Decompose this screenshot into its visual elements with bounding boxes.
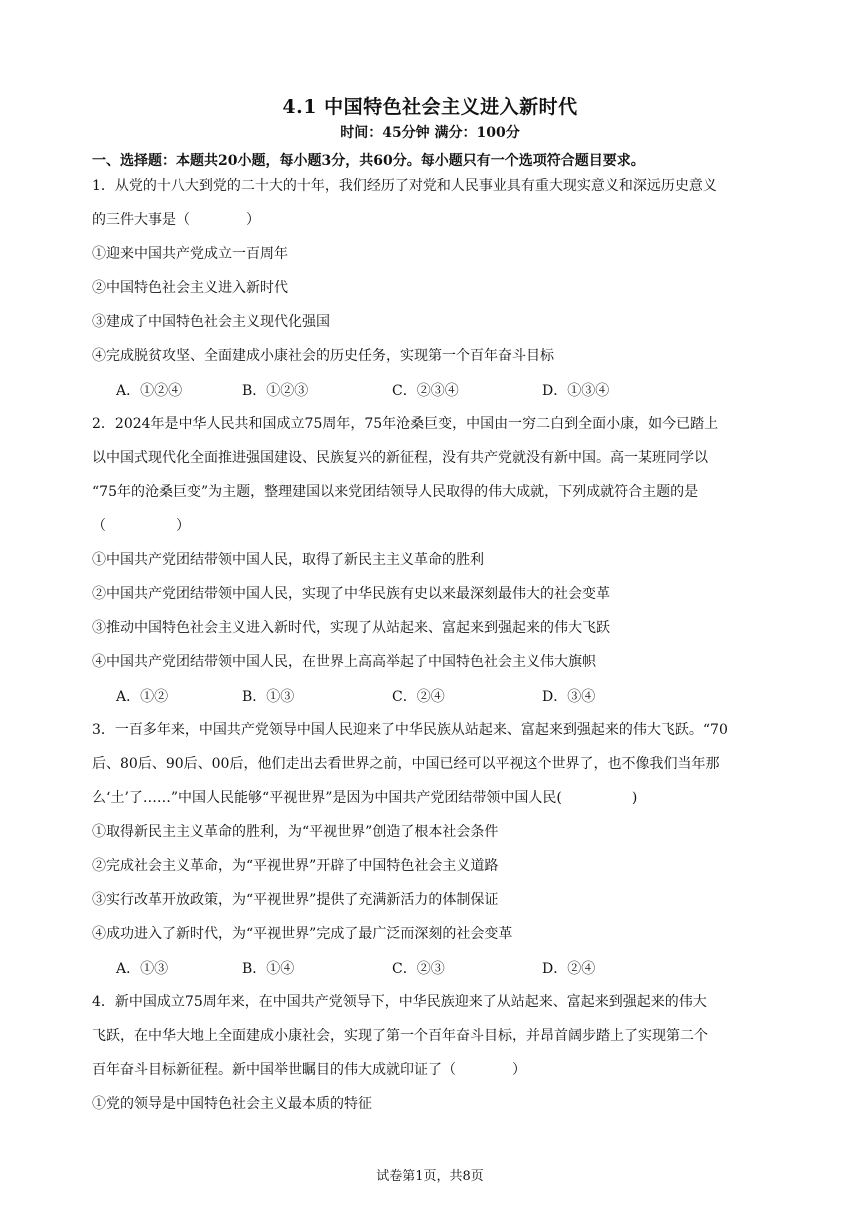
question-3-line: 么‘土’了……”中国人民能够“平视世界”是因为中国共产党团结带领中国人民( ) [92,790,638,806]
exam-time-score: 时间：45分钟 满分：100分 [340,125,520,141]
option-a: A．①② [116,689,169,705]
question-1-choice: ②中国特色社会主义进入新时代 [92,280,288,296]
question-1-options [116,380,716,400]
question-1-choice: ③建成了中国特色社会主义现代化强国 [92,314,330,330]
option-b: B．①②③ [242,383,309,399]
question-3-choice: ②完成社会主义革命，为“平视世界”开辟了中国特色社会主义道路 [92,858,499,874]
option-d: D．②④ [542,961,596,977]
option-c: C．②④ [392,689,445,705]
option-d: D．①③④ [542,383,610,399]
option-a: A．①③ [116,961,169,977]
option-b: B．①③ [242,689,295,705]
question-3-line: 3．一百多年来，中国共产党领导中国人民迎来了中华民族从站起来、富起来到强起来的伟大飞跃。“70 [92,722,728,738]
question-2-choice: ④中国共产党团结带领中国人民，在世界上高高举起了中国特色社会主义伟大旗帜 [92,654,596,670]
question-4-line: 4．新中国成立75周年来，在中国共产党领导下，中华民族迎来了从站起来、富起来到强起来的伟大 [92,994,707,1010]
question-3-choice: ④成功进入了新时代，为“平视世界”完成了最广泛而深刻的社会变革 [92,926,513,942]
question-4-line: 飞跃，在中华大地上全面建成小康社会，实现了第一个百年奋斗目标，并昂首阔步踏上了实现第二个 [92,1028,708,1044]
option-c: C．②③ [392,961,445,977]
question-4-choice: ①党的领导是中国特色社会主义最本质的特征 [92,1096,372,1112]
question-2-line: 2．2024年是中华人民共和国成立75周年，75年沧桑巨变，中国由一穷二白到全面小康，如今已踏上 [92,416,719,432]
question-3-line: 后、80后、90后、00后，他们走出去看世界之前，中国已经可以平视这个世界了，也不像我们当年那 [92,756,720,772]
question-3-choice: ③实行改革开放政策，为“平视世界”提供了充满新活力的体制保证 [92,892,499,908]
question-2-choice: ②中国共产党团结带领中国人民，实现了中华民族有史以来最深刻最伟大的社会变革 [92,586,610,602]
question-4-line: 百年奋斗目标新征程。新中国举世瞩目的伟大成就印证了（ ） [92,1062,526,1078]
question-2-line: （ ） [92,518,190,534]
section-heading: 一、选择题：本题共20小题，每小题3分，共60分。每小题只有一个选项符合题目要求。 [92,153,645,169]
question-2-choice: ③推动中国特色社会主义进入新时代，实现了从站起来、富起来到强起来的伟大飞跃 [92,620,610,636]
option-a: A．①②④ [116,383,183,399]
question-1-choice: ①迎来中国共产党成立一百周年 [92,246,288,262]
option-c: C．②③④ [392,383,459,399]
question-3-choice: ①取得新民主主义革命的胜利，为“平视世界”创造了根本社会条件 [92,824,499,840]
option-d: D．③④ [542,689,596,705]
option-b: B．①④ [242,961,295,977]
question-2-options [116,686,716,706]
question-1-line: 的三件大事是（ ） [92,212,260,228]
page-footer: 试卷第1页，共8页 [376,1169,484,1184]
question-2-line: “75年的沧桑巨变”为主题，整理建国以来党团结领导人民取得的伟大成就，下列成就符合主题的是 [92,484,699,500]
question-1-choice: ④完成脱贫攻坚、全面建成小康社会的历史任务，实现第一个百年奋斗目标 [92,348,554,364]
question-2-choice: ①中国共产党团结带领中国人民，取得了新民主主义革命的胜利 [92,552,484,568]
page-title: 4.1 中国特色社会主义进入新时代 [282,96,578,118]
question-2-line: 以中国式现代化全面推进强国建设、民族复兴的新征程，没有共产党就没有新中国。高一某班同学以 [92,450,708,466]
question-1-line: 1．从党的十八大到党的二十大的十年，我们经历了对党和人民事业具有重大现实意义和深远历史意义 [92,178,717,194]
question-3-options [116,958,716,978]
